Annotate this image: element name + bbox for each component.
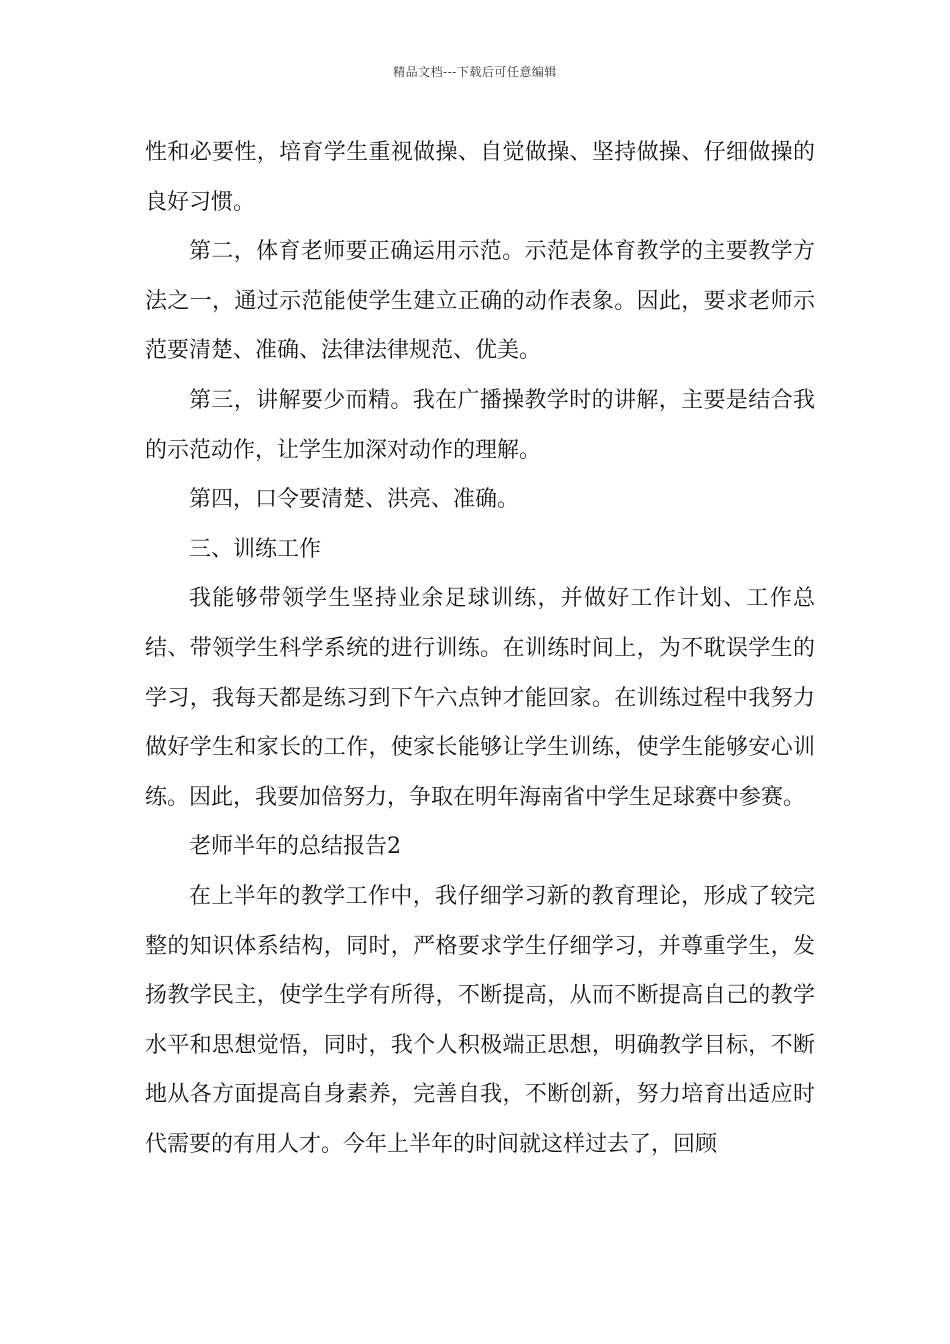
paragraph-6: 在上半年的教学工作中，我仔细学习新的教育理论，形成了较完整的知识体系结构，同时，严格要求学生仔细学习，并尊重学生，发扬教学民主，使学生学有所得，不断提高，从而不断提高自己的教学水平和思想觉悟，同时，我个人积极端正思想，明确教学目标，不断地从各方面提高自身素养，完善自我，不断创新，努力培育出适应时代需要的有用人才。今年上半年的时间就这样过去了，回顾 (145, 883, 815, 1157)
document-body (145, 128, 815, 1169)
section-heading: 三、训练工作 (189, 536, 322, 562)
paragraph-1: 性和必要性，培育学生重视做操、自觉做操、坚持做操、仔细做操的良好习惯。 (145, 140, 815, 215)
paragraph-2: 第二，体育老师要正确运用示范。示范是体育教学的主要教学方法之一，通过示范能使学生建立正确的动作表象。因此，要求老师示范要清楚、准确、法律法律规范、优美。 (145, 239, 815, 364)
paragraph-5: 我能够带领学生坚持业余足球训练，并做好工作计划、工作总结、带领学生科学系统的进行训练。在训练时间上，为不耽误学生的学习，我每天都是练习到下午六点钟才能回家。在训练过程中我努力做好学生和家长的工作，使家长能够让学生训练，使学生能够安心训练。因此，我要加倍努力，争取在明年海南省中学生足球赛中参赛。 (145, 586, 815, 810)
page-header: 精品文档---下载后可任意编辑 (393, 65, 557, 79)
paragraph-4: 第四，口令要清楚、洪亮、准确。 (189, 487, 520, 513)
report-title: 老师半年的总结报告2 (189, 834, 401, 860)
paragraph-3: 第三，讲解要少而精。我在广播操教学时的讲解，主要是结合我的示范动作，让学生加深对动作的理解。 (145, 387, 815, 463)
